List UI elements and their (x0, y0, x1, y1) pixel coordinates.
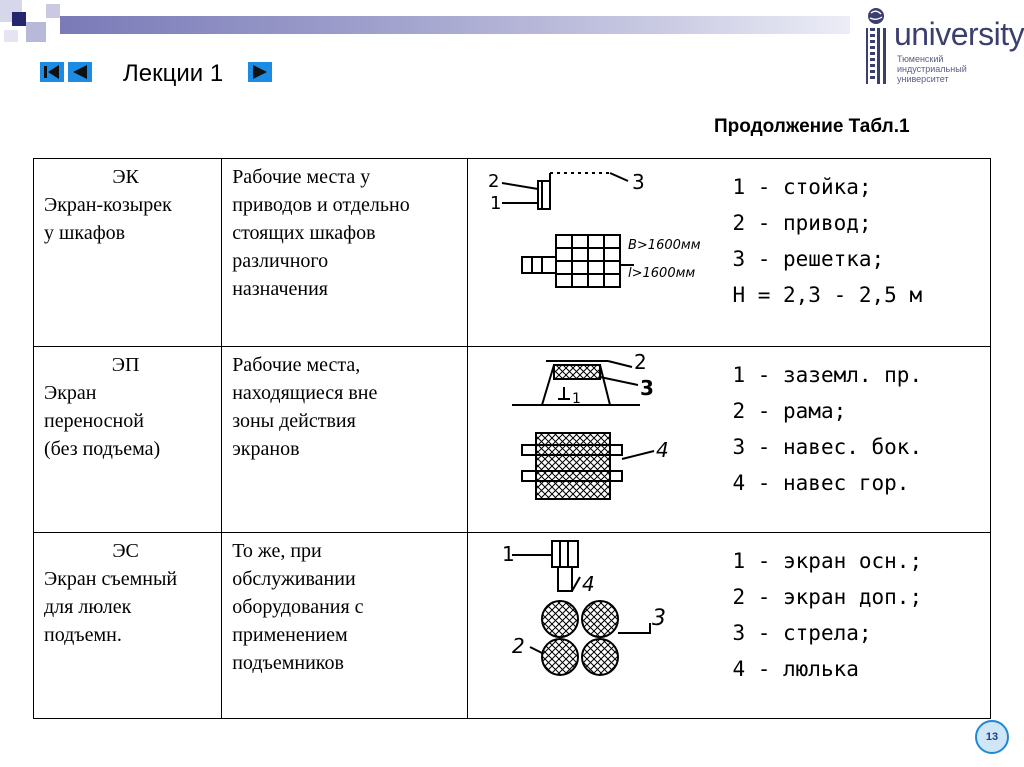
legend-line: 2 - экран доп.; (732, 585, 923, 609)
application-cell (222, 533, 468, 719)
legend-line: 2 - рама; (732, 399, 847, 423)
table-row (34, 347, 991, 533)
sketch-cell (468, 347, 991, 533)
decor-square (26, 22, 46, 42)
screen-name-line: для люлек (44, 596, 132, 618)
screen-name-line: у шкафов (44, 222, 126, 244)
sketch-label: 4 (656, 438, 670, 462)
screen-name-line: Экран (44, 382, 97, 404)
screen-code: ЭС (112, 540, 139, 562)
header-decoration (0, 0, 850, 44)
screen-code: ЭП (111, 354, 140, 376)
logo-subtitle (897, 54, 967, 84)
description-line: обслуживании (232, 568, 356, 590)
description-line: назначения (232, 278, 328, 300)
screen-name-line: Экран съемный (44, 568, 178, 590)
page-number: 13 (985, 731, 999, 743)
legend-line: 3 - навес. бок. (732, 435, 923, 459)
legend-line: 1 - экран осн.; (732, 549, 923, 573)
table-row (34, 533, 991, 719)
sketch-cell (468, 533, 991, 719)
screens-table (33, 158, 991, 719)
description-line: экранов (232, 438, 300, 460)
screen-name-line: подъемн. (44, 624, 122, 646)
description-line: приводов и отдельно (232, 194, 410, 216)
sketch-label: 2 (512, 634, 526, 658)
sketch-label: 4 (582, 572, 596, 596)
sketch-label: 1 (490, 193, 502, 214)
legend (732, 169, 922, 313)
legend-line: 2 - привод; (732, 211, 872, 235)
table-row (34, 159, 991, 347)
skip-back-icon (40, 62, 64, 82)
application-cell (222, 159, 468, 347)
screen-sketch (482, 533, 732, 713)
legend-line: 1 - стойка; (732, 175, 872, 199)
description-line: Рабочие места, (232, 354, 361, 376)
sketch-label: l>1600мм (628, 266, 696, 281)
description-line: оборудования с (232, 596, 364, 618)
description-line: подъемников (232, 652, 344, 674)
decor-square (46, 4, 60, 18)
logo-subtitle-line: Тюменский (897, 54, 944, 64)
sketch-label: 3 (652, 606, 667, 631)
screen-name-line: переносной (44, 410, 144, 432)
description-line: Рабочие места у (232, 166, 371, 188)
screen-sketch (482, 347, 732, 527)
sketch-label: 2 (488, 171, 500, 192)
legend-line: 3 - решетка; (732, 247, 885, 271)
previous-slide-button[interactable] (68, 62, 92, 82)
sketch-cell (468, 159, 991, 347)
triangle-right-icon (248, 62, 272, 82)
legend-line: 3 - стрела; (732, 621, 872, 645)
type-cell (34, 533, 222, 719)
screen-code: ЭК (112, 166, 139, 188)
first-slide-button[interactable] (40, 62, 64, 82)
application-cell (222, 347, 468, 533)
sketch-label: 1 (572, 391, 582, 407)
header-gradient-bar (60, 16, 850, 34)
decor-square (4, 30, 18, 42)
description-line: зоны действия (232, 410, 356, 432)
logo-subtitle-line: университет (897, 74, 949, 84)
screen-name-line: Экран-козырек (44, 194, 172, 216)
page-number-badge (975, 720, 1009, 754)
description-line: находящиеся вне (232, 382, 378, 404)
description-line: различного (232, 250, 329, 272)
sketch-label: 1 (502, 542, 516, 566)
screen-sketch (482, 159, 732, 339)
screen-name-line: (без подъема) (44, 438, 161, 460)
description-line: То же, при (232, 540, 322, 562)
lecture-title: Лекции 1 (123, 60, 224, 87)
table-title: Продолжение Табл.1 (714, 116, 910, 137)
description-line: стоящих шкафов (232, 222, 376, 244)
type-cell (34, 159, 222, 347)
legend-line: 1 - заземл. пр. (732, 363, 923, 387)
logo-subtitle-line: индустриальный (897, 64, 967, 74)
legend (732, 543, 922, 687)
sketch-label: B>1600мм (628, 238, 701, 253)
logo-wordmark: university (894, 16, 1024, 52)
legend-line: 4 - люлька (732, 657, 859, 681)
sketch-label: 3 (632, 170, 646, 194)
description-line: применением (232, 624, 348, 646)
legend-line: Н = 2,3 - 2,5 м (732, 283, 923, 307)
sketch-label: 3 (640, 376, 655, 400)
sketch-label: 2 (634, 350, 648, 374)
decor-square (12, 12, 26, 26)
triangle-left-icon (68, 62, 92, 82)
legend-line: 4 - навес гор. (732, 471, 910, 495)
legend (732, 357, 922, 501)
type-cell (34, 347, 222, 533)
next-slide-button[interactable] (248, 62, 272, 82)
